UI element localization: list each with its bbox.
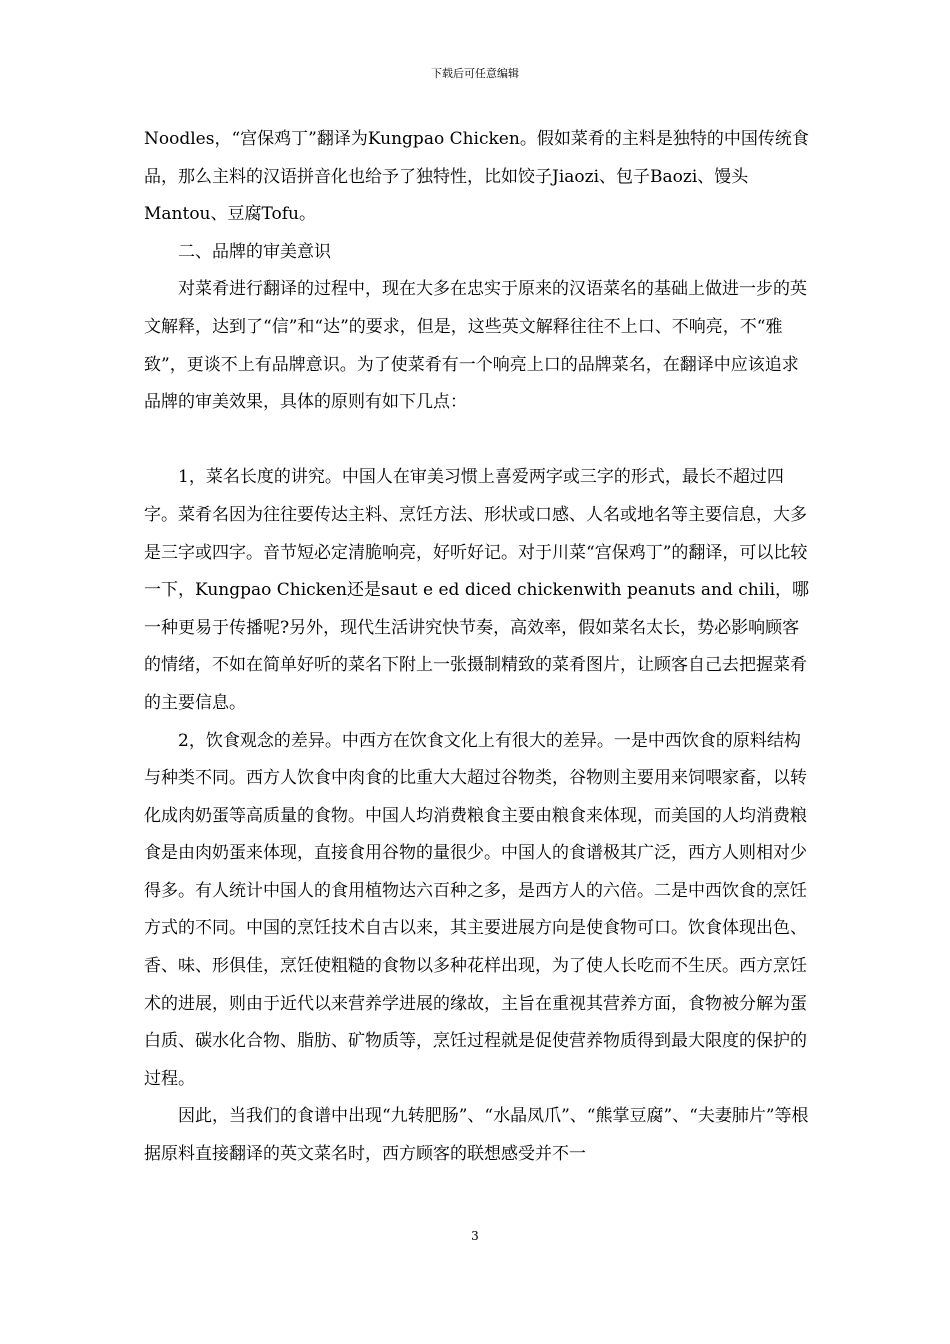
paragraph-therefore: 因此，当我们的食谱中出现“九转肥肠”、“水晶凤爪”、“熊掌豆腐”、“夫妻肺片”等根据原料直接翻译的英文菜名时，西方顾客的联想感受并不一 xyxy=(144,1106,809,1165)
page-header: 下载后可任意编辑 xyxy=(431,67,519,80)
paragraph-dish-naming: Noodles，“宫保鸡丁”翻译为Kungpao Chicken。假如菜肴的主料是独特的中国传统食品，那么主料的汉语拼音化也给予了独特性，比如饺子Jiaozi、包子Baozi、馒头Mantou、豆腐Tofu。 xyxy=(144,129,809,225)
document-body xyxy=(144,121,810,1174)
section-heading-brand-aesthetics: 二、品牌的审美意识 xyxy=(178,241,331,262)
blank-line xyxy=(144,422,810,460)
paragraph-translation-process: 对菜肴进行翻译的过程中，现在大多在忠实于原来的汉语菜名的基础上做进一步的英文解释，达到了“信”和“达”的要求，但是，这些英文解释往往不上口、不响亮，不“雅致”，更谈不上有品牌意识。为了使菜肴有一个响亮上口的品牌菜名，在翻译中应该追求品牌的审美效果，具体的原则有如下几点： xyxy=(144,279,807,413)
page-number: 3 xyxy=(471,1229,479,1243)
paragraph-name-length: 1，菜名长度的讲究。中国人在审美习惯上喜爱两字或三字的形式，最长不超过四字。菜肴名因为往往要传达主料、烹饪方法、形状或口感、人名或地名等主要信息，大多是三字或四字。音节短必定清脆响亮，好听好记。对于川菜“宫保鸡丁”的翻译，可以比较一下，Kungpao Chicken还是saut e ed diced chickenwith peanuts and chili，哪一种更易于传播呢?另外，现代生活讲究快节奏，高效率，假如菜名太长，势必影响顾客的情绪，不如在简单好听的菜名下附上一张摄制精致的菜肴图片，让顾客自己去把握菜肴的主要信息。 xyxy=(144,467,810,713)
paragraph-diet-differences: 2，饮食观念的差异。中西方在饮食文化上有很大的差异。一是中西饮食的原料结构与种类不同。西方人饮食中肉食的比重大大超过谷物类，谷物则主要用来饲喂家畜，以转化成肉奶蛋等高质量的食物。中国人均消费粮食主要由粮食来体现，而美国的人均消费粮食是由肉奶蛋来体现，直接食用谷物的量很少。中国人的食谱极其广泛，西方人则相对少得多。有人统计中国人的食用植物达六百种之多，是西方人的六倍。二是中西饮食的烹饪方式的不同。中国的烹饪技术自古以来，其主要进展方向是使食物可口。饮食体现出色、香、味、形俱佳，烹饪使粗糙的食物以多种花样出现，为了使人长吃而不生厌。西方烹饪术的进展，则由于近代以来营养学进展的缘故，主旨在重视其营养方面，食物被分解为蛋白质、碳水化合物、脂肪、矿物质等，烹饪过程就是促使营养物质得到最大限度的保护的过程。 xyxy=(144,730,807,1089)
